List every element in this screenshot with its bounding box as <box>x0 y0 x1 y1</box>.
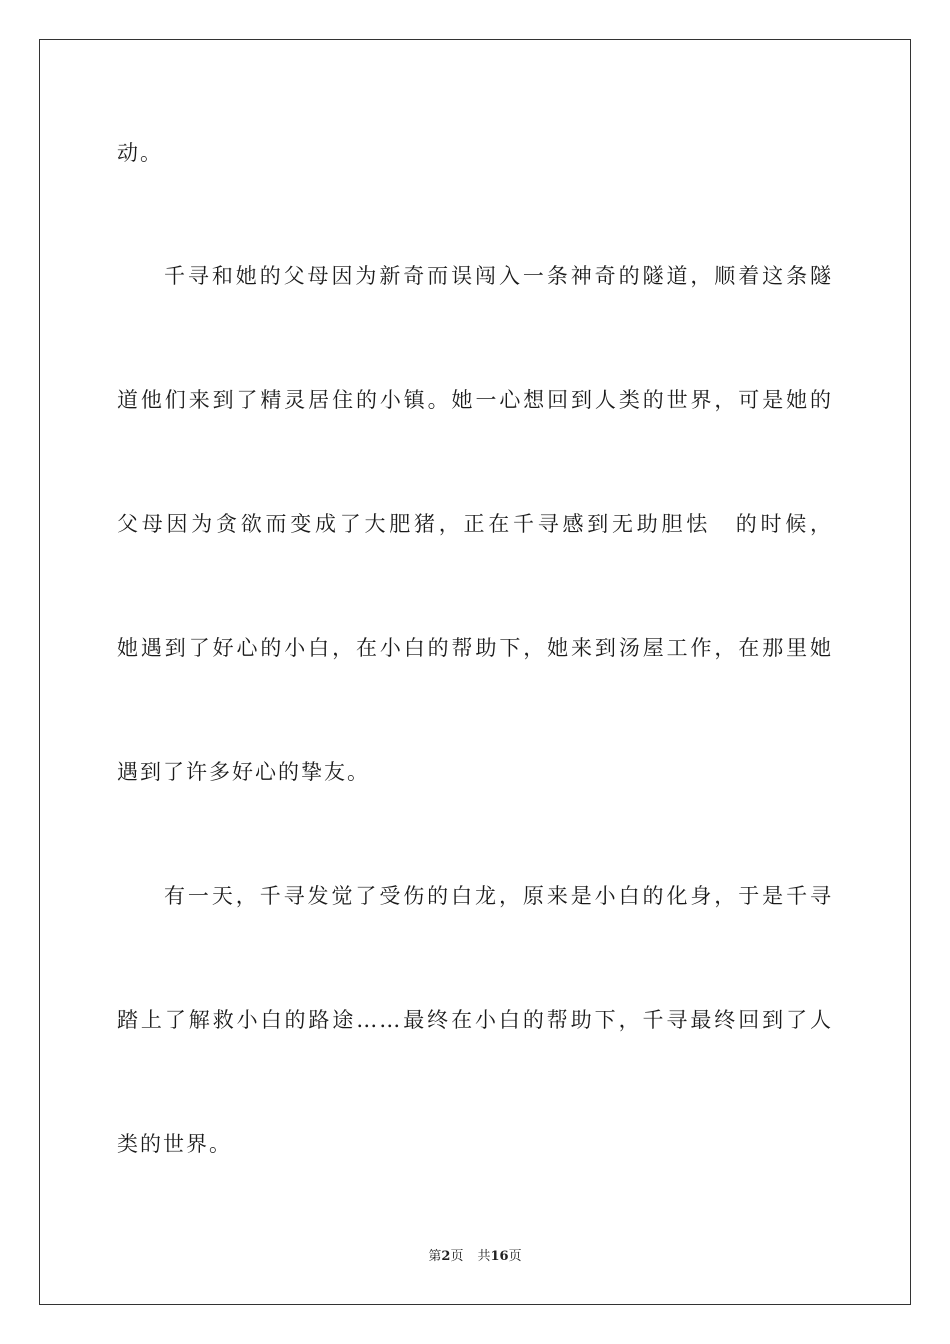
total-pages: 16 <box>490 1249 509 1264</box>
text-line-3: 道他们来到了精灵居住的小镇。她一心想回到人类的世界，可是她的 <box>117 388 833 412</box>
text-line-4: 父母因为贪欲而变成了大肥猪，正在千寻感到无助胆怯 的时候， <box>117 512 833 536</box>
text-line-2: 千寻和她的父母因为新奇而误闯入一条神奇的隧道，顺着这条隧 <box>164 264 833 288</box>
page-number: 2 <box>441 1249 451 1264</box>
total-prefix: 共 <box>477 1249 491 1264</box>
total-suffix: 页 <box>508 1249 522 1264</box>
text-line-7: 有一天，千寻发觉了受伤的白龙，原来是小白的化身，于是千寻 <box>164 884 833 908</box>
text-line-5: 她遇到了好心的小白，在小白的帮助下，她来到汤屋工作，在那里她 <box>117 636 833 660</box>
text-line-9: 类的世界。 <box>117 1132 232 1156</box>
text-line-6: 遇到了许多好心的挚友。 <box>117 760 370 784</box>
text-line-1: 动。 <box>117 141 163 165</box>
page-border <box>39 39 911 1305</box>
page-footer <box>0 1248 950 1266</box>
text-line-8: 踏上了解救小白的路途……最终在小白的帮助下，千寻最终回到了人 <box>117 1008 833 1032</box>
page-suffix: 页 <box>450 1249 464 1264</box>
page-prefix: 第 <box>428 1249 442 1264</box>
